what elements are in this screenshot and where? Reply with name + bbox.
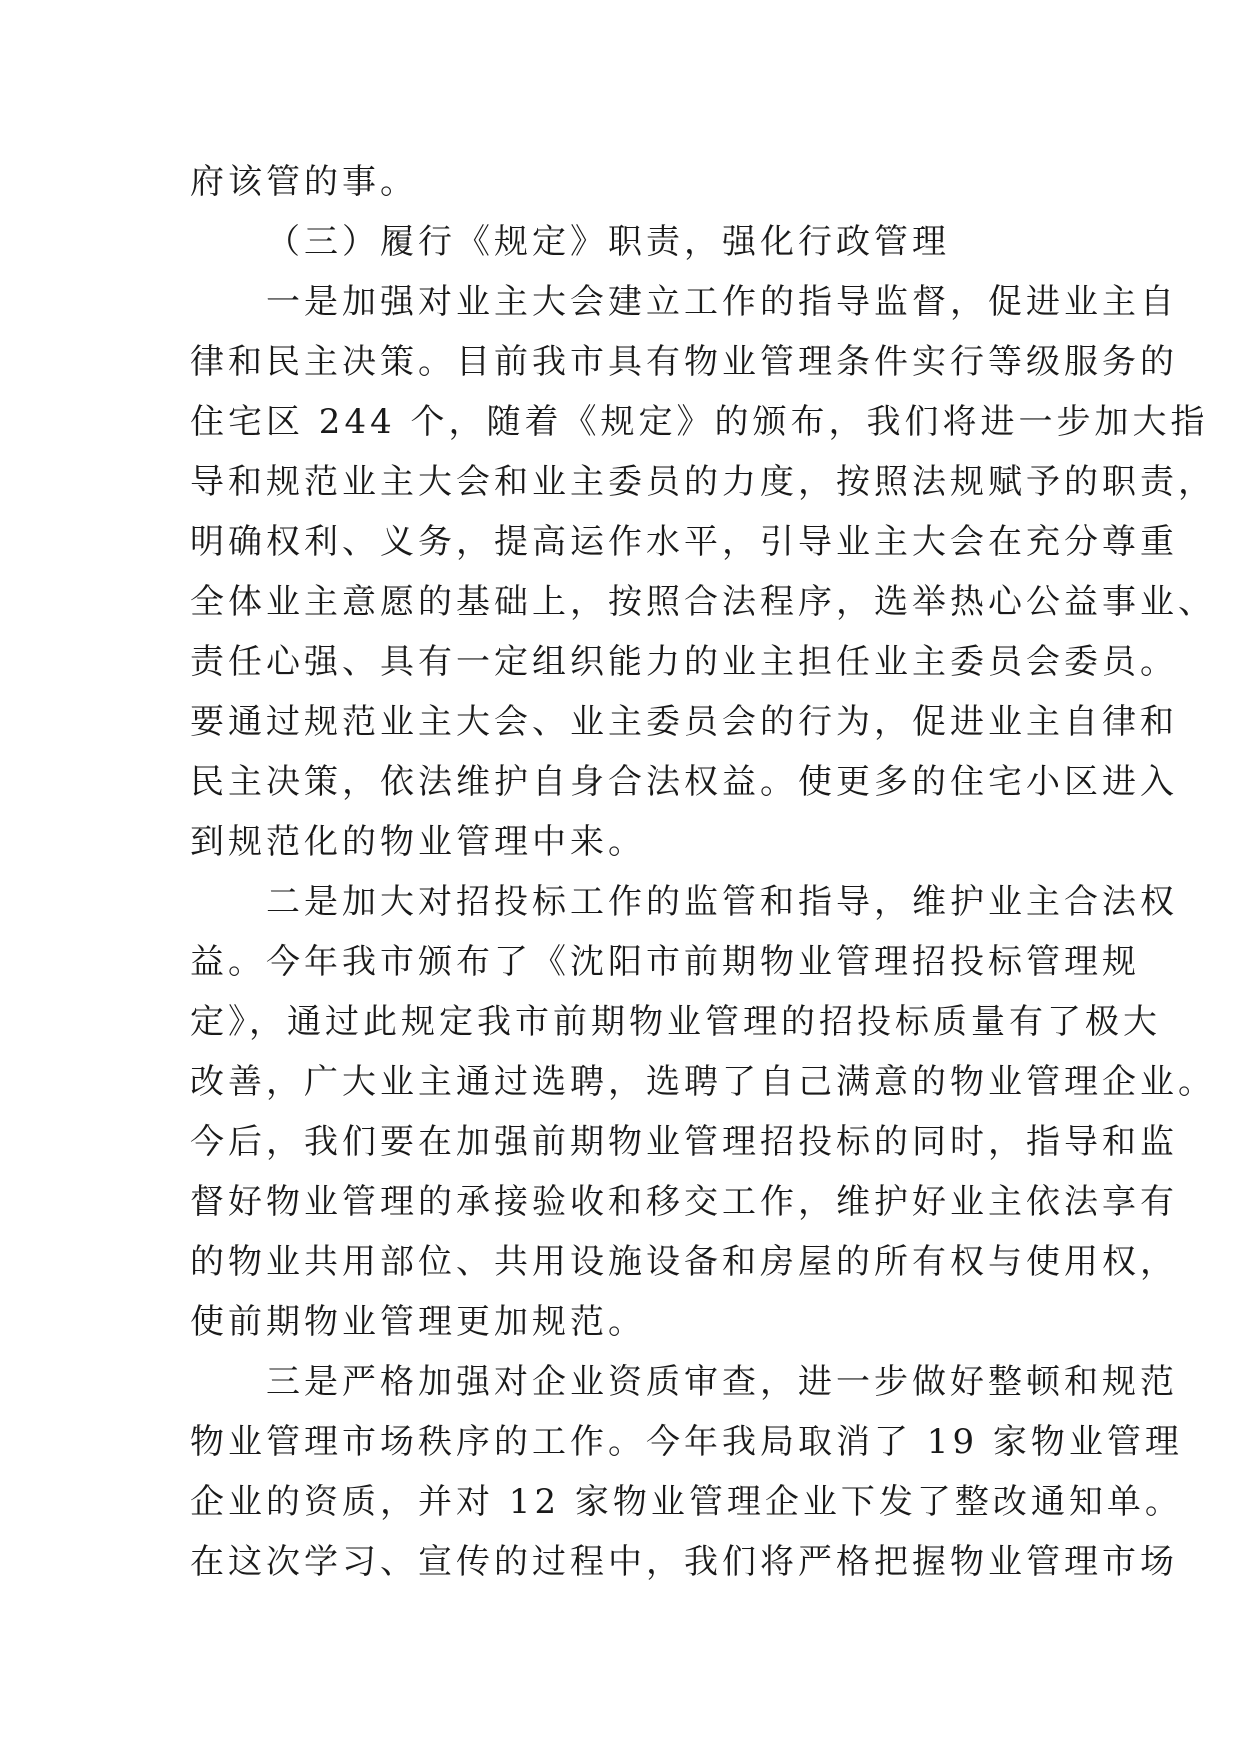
paragraph-1-line: 明确权利、义务，提高运作水平，引导业主大会在充分尊重 <box>190 522 1178 562</box>
paragraph-1-line: 律和民主决策。目前我市具有物业管理条件实行等级服务的 <box>190 342 1178 382</box>
paragraph-1-line: 全体业主意愿的基础上，按照合法程序，选举热心公益事业、 <box>190 582 1216 622</box>
paragraph-2-line: 二是加大对招投标工作的监管和指导，维护业主合法权 <box>266 882 1178 922</box>
paragraph-2-line: 定》，通过此规定我市前期物业管理的招投标质量有了极大 <box>190 1002 1161 1042</box>
section-heading: （三）履行《规定》职责，强化行政管理 <box>266 222 950 262</box>
paragraph-2-line: 今后，我们要在加强前期物业管理招投标的同时，指导和监 <box>190 1122 1178 1162</box>
paragraph-1-line: 住宅区 244 个，随着《规定》的颁布，我们将进一步加大指 <box>190 402 1209 442</box>
document-body <box>190 152 1216 1592</box>
paragraph-2-line: 的物业共用部位、共用设施设备和房屋的所有权与使用权， <box>190 1242 1178 1282</box>
paragraph-1-line: 导和规范业主大会和业主委员的力度，按照法规赋予的职责， <box>190 462 1216 502</box>
paragraph-1-line: 到规范化的物业管理中来。 <box>190 822 646 862</box>
paragraph-1-line: 民主决策，依法维护自身合法权益。使更多的住宅小区进入 <box>190 762 1178 802</box>
paragraph-3-line: 物业管理市场秩序的工作。今年我局取消了 19 家物业管理 <box>190 1422 1183 1462</box>
paragraph-1-line: 一是加强对业主大会建立工作的指导监督，促进业主自 <box>266 282 1178 322</box>
paragraph-3-line: 在这次学习、宣传的过程中，我们将严格把握物业管理市场 <box>190 1542 1178 1582</box>
paragraph-1-line: 要通过规范业主大会、业主委员会的行为，促进业主自律和 <box>190 702 1178 742</box>
paragraph-2-line: 改善，广大业主通过选聘，选聘了自己满意的物业管理企业。 <box>190 1062 1216 1102</box>
text-line: 府该管的事。 <box>190 162 418 202</box>
paragraph-3-line: 三是严格加强对企业资质审查，进一步做好整顿和规范 <box>266 1362 1178 1402</box>
paragraph-1-line: 责任心强、具有一定组织能力的业主担任业主委员会委员。 <box>190 642 1178 682</box>
paragraph-2-line: 使前期物业管理更加规范。 <box>190 1302 646 1342</box>
paragraph-2-line: 督好物业管理的承接验收和移交工作，维护好业主依法享有 <box>190 1182 1178 1222</box>
paragraph-3-line: 企业的资质，并对 12 家物业管理企业下发了整改通知单。 <box>190 1482 1183 1522</box>
paragraph-2-line: 益。今年我市颁布了《沈阳市前期物业管理招投标管理规 <box>190 942 1140 982</box>
